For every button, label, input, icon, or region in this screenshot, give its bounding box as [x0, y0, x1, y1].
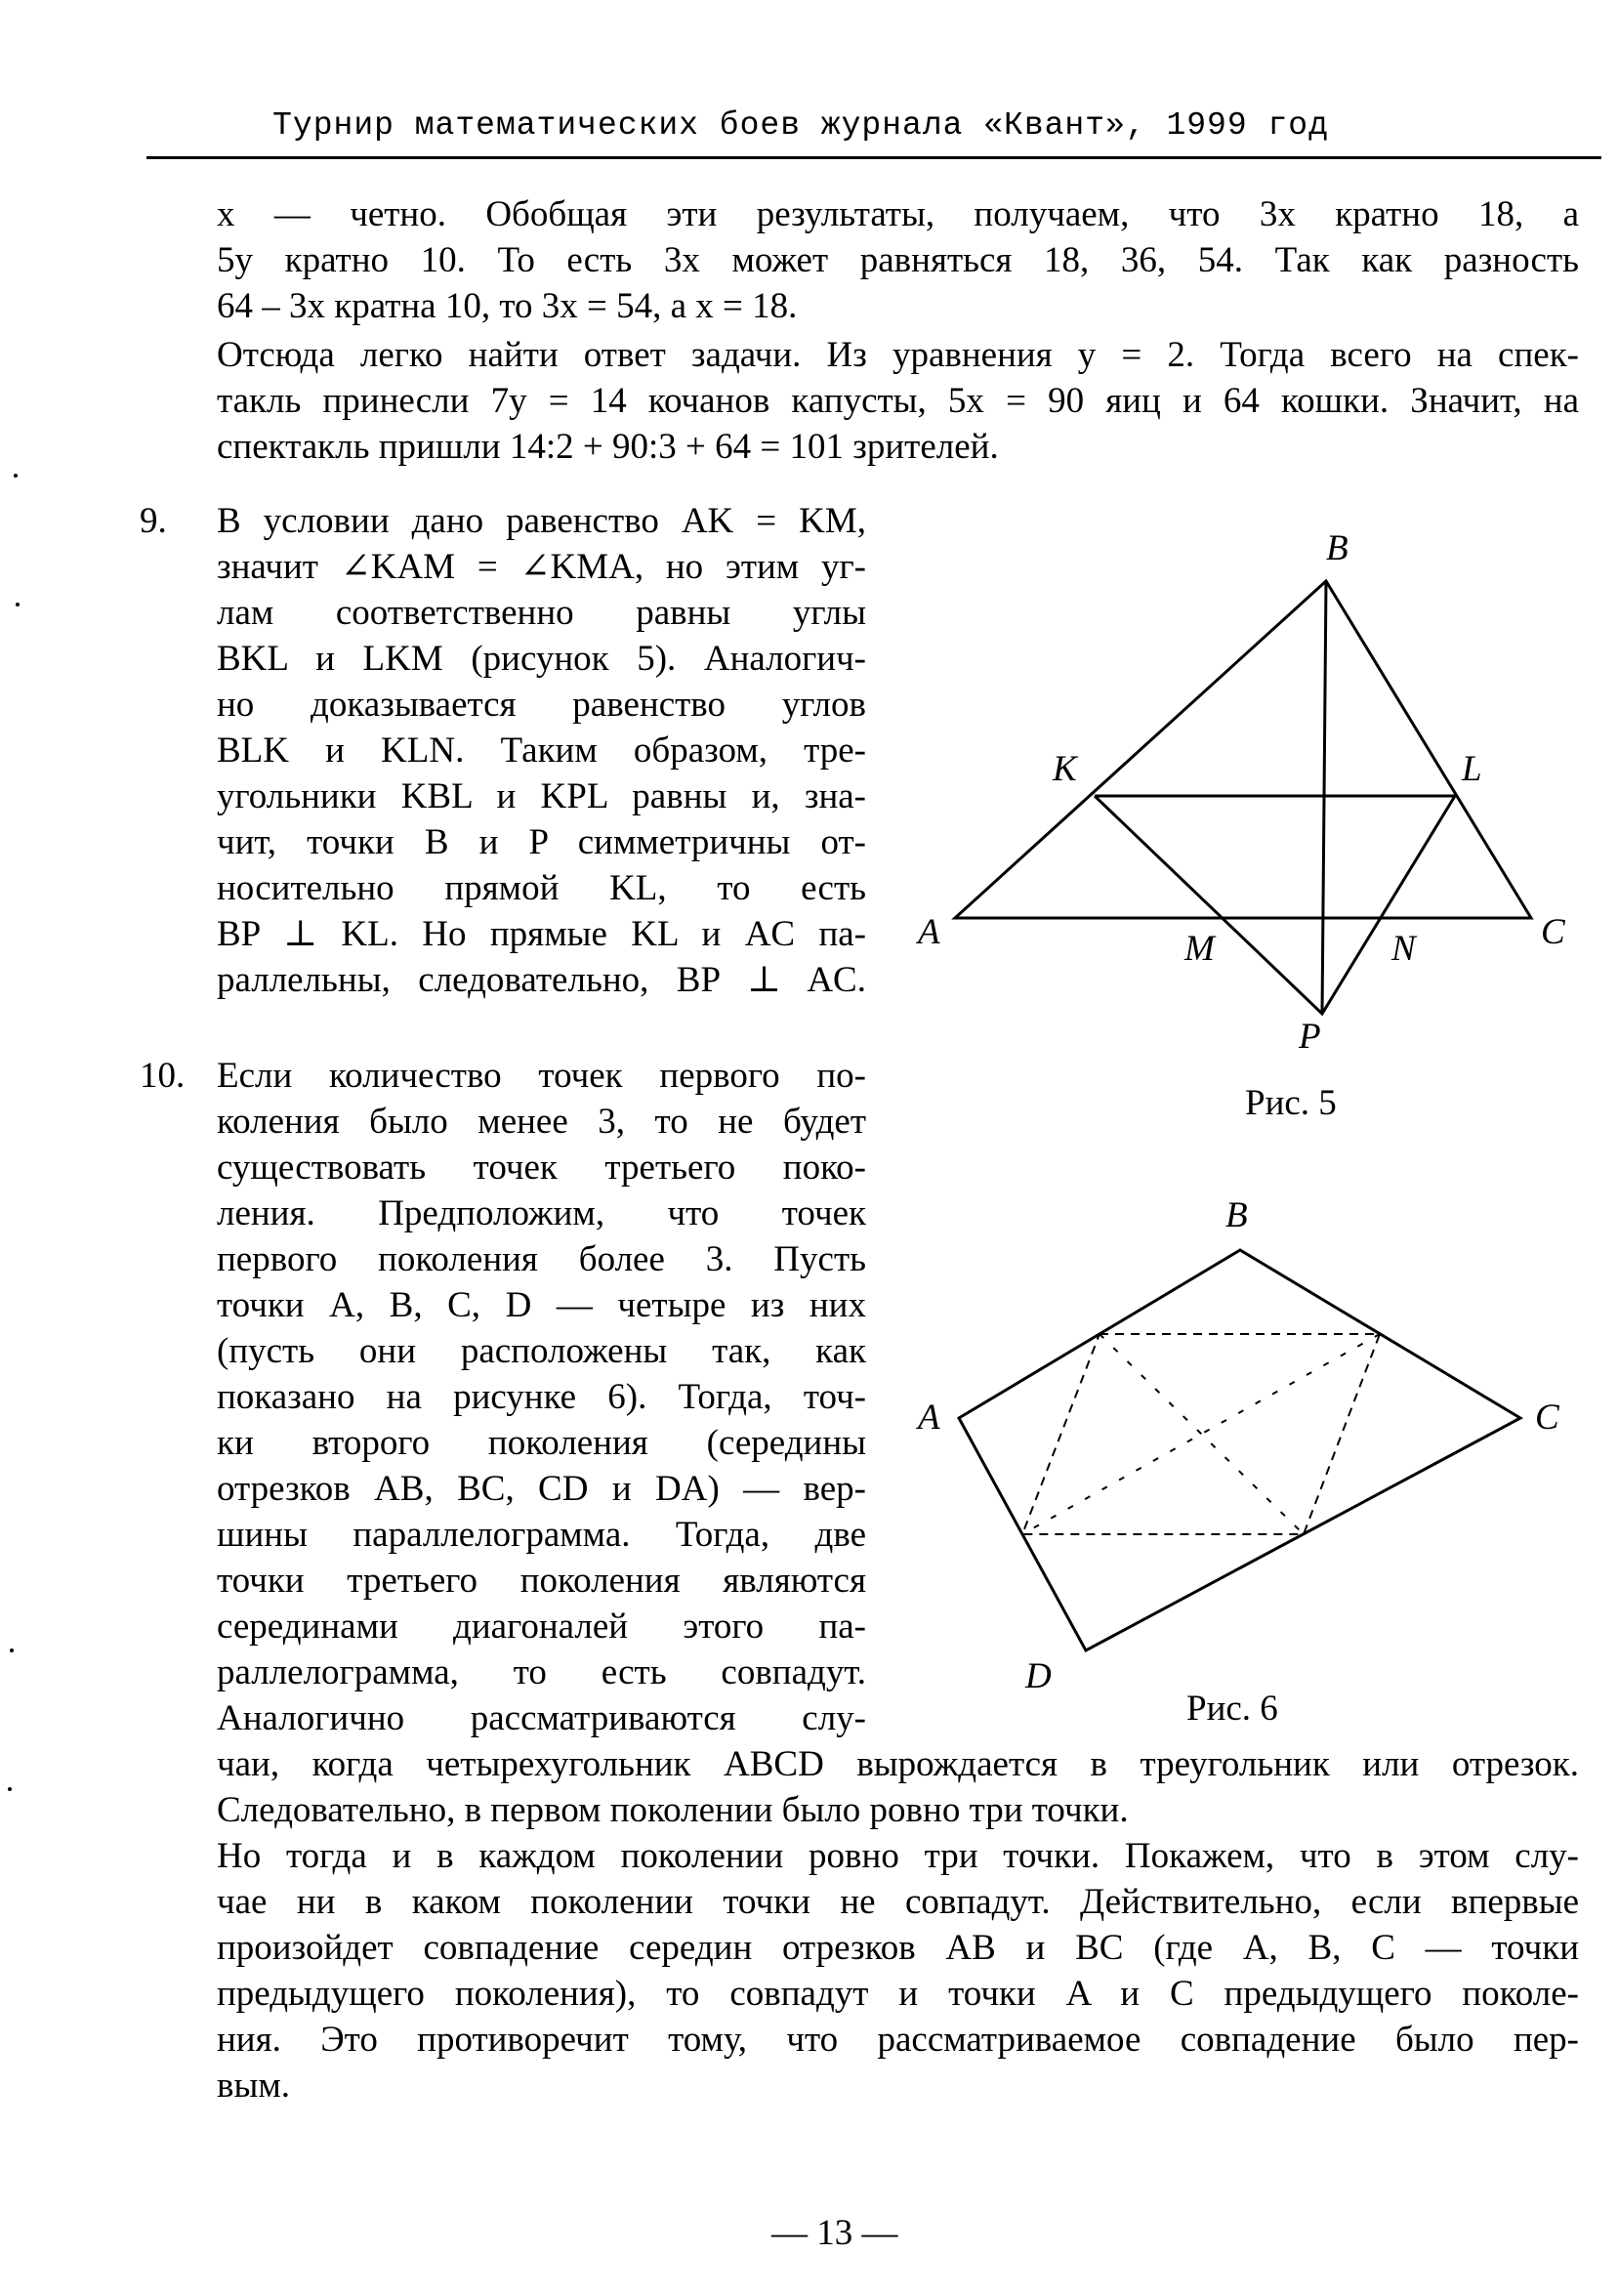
text-line: отрезков AB, BC, CD и DA) — вер-: [217, 1469, 866, 1509]
text-line: коления было менее 3, то не будет: [217, 1102, 866, 1142]
scan-speck: [14, 474, 18, 478]
fig5-label-m: M: [1184, 929, 1215, 969]
diagonal-2: [1022, 1334, 1380, 1534]
fig5-label-b: B: [1326, 528, 1348, 568]
text-line: чит, точки B и P симметричны от-: [217, 822, 866, 862]
text-line: показано на рисунке 6). Тогда, точ-: [217, 1377, 866, 1417]
scan-speck: [16, 603, 20, 606]
triangle-abc: [955, 581, 1531, 918]
text-line: шины параллелограмма. Тогда, две: [217, 1515, 866, 1555]
text-line: носительно прямой KL, то есть: [217, 868, 866, 908]
fig5-label-n: N: [1391, 929, 1416, 969]
segment-bp: [1322, 581, 1326, 1014]
text-line: точки A, B, C, D — четыре из них: [217, 1285, 866, 1325]
figure-6: [959, 1250, 1520, 1650]
text-line: BLK и KLN. Таким образом, тре-: [217, 731, 866, 771]
text-line: чаи, когда четырехугольник ABCD вырождается в треугольник или отрезок.: [217, 1744, 1579, 1784]
scan-speck: [8, 1787, 12, 1791]
problem-9-number: 9.: [140, 501, 167, 541]
fig6-label-d: D: [1025, 1656, 1052, 1696]
text-line: вым.: [217, 2066, 290, 2106]
fig5-label-p: P: [1299, 1017, 1321, 1057]
scan-speck: [10, 1649, 14, 1652]
text-line: Следовательно, в первом поколении было ровно три точки.: [217, 1790, 1129, 1830]
text-line: первого поколения более 3. Пусть: [217, 1239, 866, 1279]
text-line: такль принесли 7y = 14 кочанов капусты, 5x = 90 яиц и 64 кошки. Значит, на: [217, 381, 1579, 421]
text-line: предыдущего поколения), то совпадут и точки A и C предыдущего поколе-: [217, 1974, 1579, 2014]
text-line: раллелограмма, то есть совпадут.: [217, 1652, 866, 1692]
figure-5-caption: Рис. 5: [1245, 1083, 1337, 1123]
text-line: ки второго поколения (середины: [217, 1423, 866, 1463]
text-line: значит ∠KAM = ∠KMA, но этим уг-: [217, 547, 866, 587]
text-line: x — четно. Обобщая эти результаты, получаем, что 3x кратно 18, а: [217, 194, 1579, 234]
fig6-label-b: B: [1225, 1195, 1248, 1235]
running-header: Турнир математических боев журнала «Квант», 1999 год: [272, 107, 1329, 144]
quadrilateral-abcd: [959, 1250, 1520, 1650]
text-line: спектакль пришли 14:2 + 90:3 + 64 = 101 зрителей.: [217, 427, 999, 467]
figure-6-caption: Рис. 6: [1186, 1689, 1278, 1729]
segment-k-p-l: [1095, 796, 1455, 1014]
text-line: чае ни в каком поколении точки не совпадут. Действительно, если впервые: [217, 1882, 1579, 1922]
text-line: произойдет совпадение середин отрезков AB и BC (где A, B, C — точки: [217, 1928, 1579, 1968]
text-line: но доказывается равенство углов: [217, 685, 866, 725]
fig6-label-c: C: [1535, 1398, 1559, 1438]
text-line: Отсюда легко найти ответ задачи. Из уравнения y = 2. Тогда всего на спек-: [217, 335, 1579, 375]
text-line: (пусть они расположены так, как: [217, 1331, 866, 1371]
figure-5: [955, 581, 1531, 1014]
page-number: — 13 —: [771, 2213, 898, 2253]
fig5-label-l: L: [1462, 749, 1482, 789]
text-line: лам соответственно равны углы: [217, 593, 866, 633]
text-line: существовать точек третьего поко-: [217, 1148, 866, 1188]
text-line: Если количество точек первого по-: [217, 1056, 866, 1096]
problem-10-number: 10.: [140, 1056, 186, 1096]
text-line: BP ⊥ KL. Но прямые KL и AC па-: [217, 914, 866, 954]
fig5-label-c: C: [1541, 912, 1565, 952]
fig5-label-k: K: [1053, 749, 1077, 789]
text-line: ния. Это противоречит тому, что рассматриваемое совпадение было пер-: [217, 2020, 1579, 2060]
text-line: BKL и LKM (рисунок 5). Аналогич-: [217, 639, 866, 679]
text-line: точки третьего поколения являются: [217, 1561, 866, 1601]
text-line: Аналогично рассматриваются слу-: [217, 1698, 866, 1738]
text-line: 64 – 3x кратна 10, то 3x = 54, а x = 18.: [217, 286, 798, 326]
fig5-label-a: A: [918, 912, 940, 952]
text-line: ления. Предположим, что точек: [217, 1193, 866, 1233]
text-line: Но тогда и в каждом поколении ровно три точки. Покажем, что в этом слу-: [217, 1836, 1579, 1876]
text-line: В условии дано равенство AK = KM,: [217, 501, 866, 541]
fig6-label-a: A: [918, 1398, 940, 1438]
text-line: угольники KBL и KPL равны и, зна-: [217, 776, 866, 816]
diagonal-1: [1099, 1334, 1304, 1534]
text-line: раллельны, следовательно, BP ⊥ AC.: [217, 960, 866, 1000]
text-line: серединами диагоналей этого па-: [217, 1607, 866, 1647]
text-line: 5y кратно 10. То есть 3x может равняться 18, 36, 54. Так как разность: [217, 240, 1579, 280]
